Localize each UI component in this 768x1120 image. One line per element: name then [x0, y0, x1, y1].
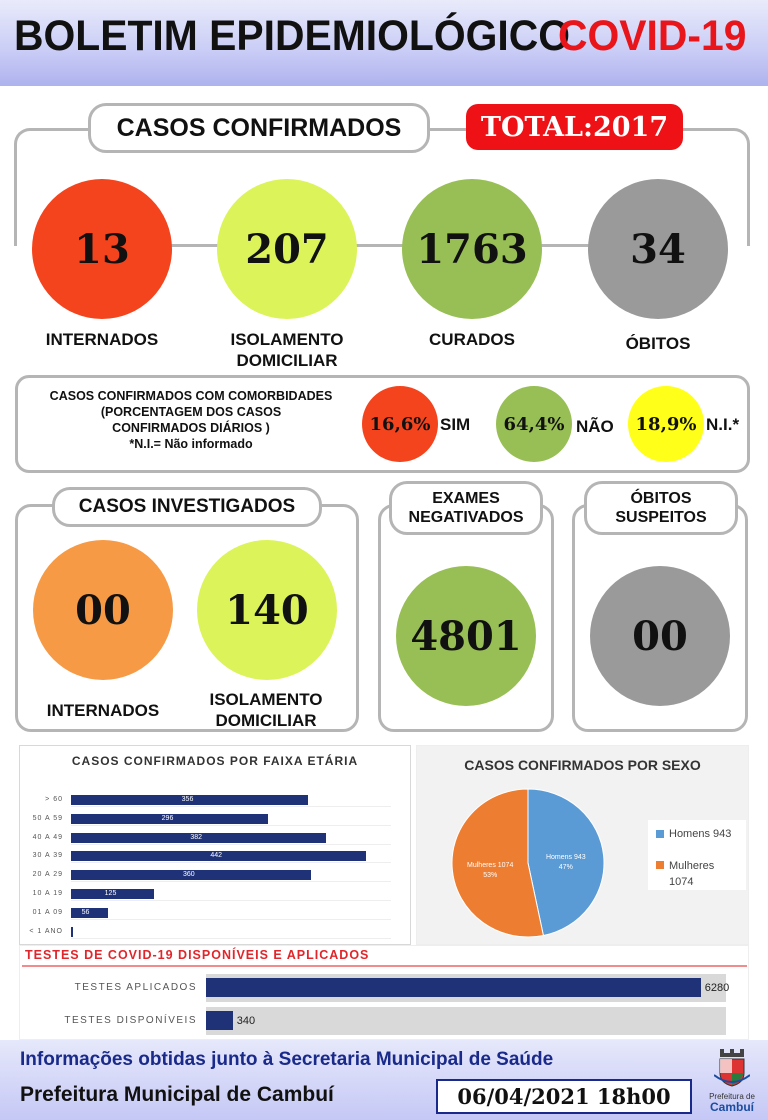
isolamento-circle — [217, 179, 357, 319]
age-gridline — [71, 919, 391, 920]
age-chart-title: CASOS CONFIRMADOS POR FAIXA ETÁRIA — [71, 754, 359, 768]
age-gridline — [71, 900, 391, 901]
suspect-title-1: ÓBITOS — [630, 490, 692, 507]
legend-mulheres — [656, 858, 746, 890]
page-title-covid: COVID-19 — [558, 12, 747, 60]
tests-category-label: TESTES APLICADOS — [74, 982, 197, 993]
comorb-ni-circle — [628, 386, 704, 462]
negative-value: 4801 — [410, 612, 522, 660]
age-bar — [71, 908, 108, 918]
tests-row-background — [206, 1007, 726, 1035]
tests-category-label: TESTES DISPONÍVEIS — [64, 1015, 197, 1026]
age-gridline — [71, 844, 391, 845]
age-category-label: 30 A 39 — [32, 852, 63, 860]
comorb-nao-label: NÃO — [576, 417, 614, 436]
sex-chart-title: CASOS CONFIRMADOS POR SEXO — [464, 757, 701, 773]
age-gridline — [71, 825, 391, 826]
inv-isolamento-value: 140 — [225, 586, 309, 634]
tests-bar — [206, 978, 701, 997]
legend-homens-swatch — [656, 830, 664, 838]
tests-bar — [206, 1011, 233, 1030]
confirmed-title-text: CASOS CONFIRMADOS — [116, 113, 402, 142]
age-bar-value: 296 — [161, 814, 174, 822]
footer-org: Prefeitura Municipal de Cambuí — [20, 1083, 334, 1106]
comorb-nao-value: 64,4% — [503, 413, 565, 435]
comorb-sim-value: 16,6% — [369, 413, 431, 435]
age-bar-value: 382 — [190, 833, 203, 841]
inv-internados-circle — [33, 540, 173, 680]
inv-isolamento-label — [176, 689, 356, 731]
total-badge — [466, 104, 683, 150]
sex-pie-chart — [448, 786, 608, 940]
age-bar-value: 56 — [81, 908, 90, 916]
comorbidities-line-2: (PORCENTAGEM DOS CASOS — [100, 405, 282, 419]
comorbidities-text — [22, 388, 360, 452]
age-gridline — [71, 806, 391, 807]
age-bar-value: 360 — [183, 871, 195, 879]
age-bar — [71, 927, 73, 937]
age-category-label: < 1 ANO — [29, 927, 63, 935]
tests-chart-plot — [19, 968, 749, 1038]
inv-internados-value: 00 — [75, 586, 131, 634]
isolamento-label — [197, 329, 377, 371]
isolamento-value: 207 — [245, 225, 329, 273]
inv-isolamento-circle — [197, 540, 337, 680]
age-category-label: 01 A 09 — [32, 908, 63, 916]
internados-label: INTERNADOS — [45, 330, 159, 349]
negative-title-1: EXAMES — [432, 490, 500, 507]
investigated-title — [52, 487, 322, 527]
age-gridline — [71, 862, 391, 863]
isolamento-label-1: ISOLAMENTO — [230, 330, 344, 349]
age-bar-value: 125 — [104, 890, 117, 897]
footer-datetime-box — [436, 1079, 692, 1114]
suspect-value: 00 — [632, 612, 688, 660]
obitos-label: ÓBITOS — [625, 334, 691, 353]
age-gridline — [71, 881, 391, 882]
legend-mulheres-swatch — [656, 861, 664, 869]
suspect-title — [584, 481, 738, 535]
age-category-label: 40 A 49 — [32, 833, 63, 841]
pie-slice-percent: 53% — [483, 871, 498, 879]
comorb-nao-circle — [496, 386, 572, 462]
suspect-title-2: SUSPEITOS — [615, 509, 707, 526]
legend-mulheres-text: Mulheres 1074 — [669, 860, 715, 888]
age-bar-value: 356 — [181, 796, 194, 803]
negative-title-2: NEGATIVADOS — [408, 509, 524, 526]
inv-isolamento-label-2: DOMICILIAR — [215, 711, 317, 730]
curados-label: CURADOS — [429, 330, 515, 349]
isolamento-label-2: DOMICILIAR — [236, 351, 338, 370]
age-chart-plot — [19, 790, 411, 950]
logo-line-1: Prefeitura de — [709, 1092, 755, 1101]
footer-datetime: 06/04/2021 18h00 — [457, 1084, 671, 1109]
age-category-label: 50 A 59 — [32, 814, 63, 822]
coat-of-arms-icon — [714, 1049, 750, 1087]
pie-slice-label: Mulheres 1074 — [467, 861, 514, 869]
curados-value: 1763 — [416, 225, 528, 273]
internados-circle — [32, 179, 172, 319]
age-gridline — [71, 938, 391, 939]
confirmed-title — [88, 103, 430, 153]
age-category-label: > 60 — [45, 796, 63, 803]
comorbidities-line-1: CASOS CONFIRMADOS COM COMORBIDADES — [49, 389, 333, 403]
pie-slice-percent: 47% — [558, 864, 573, 872]
footer-source: Informações obtidas junto à Secretaria Municipal de Saúde — [20, 1049, 554, 1070]
age-category-label: 20 A 29 — [32, 871, 63, 879]
pie-slice-label: Homens 943 — [545, 854, 586, 862]
inv-isolamento-label-1: ISOLAMENTO — [209, 690, 323, 709]
investigated-title-text: CASOS INVESTIGADOS — [78, 496, 296, 517]
suspect-circle — [590, 566, 730, 706]
negative-title — [389, 481, 543, 535]
negative-circle — [396, 566, 536, 706]
comorb-sim-label: SIM — [440, 415, 471, 434]
comorb-ni-value: 18,9% — [635, 413, 697, 435]
comorbidities-line-4: *N.I.= Não informado — [129, 437, 253, 451]
page-title: BOLETIM EPIDEMIOLÓGICO — [14, 12, 571, 60]
tests-chart-title: TESTES DE COVID-19 DISPONÍVEIS E APLICADOS — [25, 948, 370, 962]
tests-bar-value: 340 — [236, 1015, 256, 1027]
comorb-ni-label: N.I.* — [706, 415, 740, 434]
logo-line-2: Cambuí — [709, 1100, 754, 1114]
tests-divider — [22, 965, 747, 967]
tests-bar-value: 6280 — [704, 982, 730, 994]
city-logo — [703, 1049, 761, 1117]
age-category-label: 10 A 19 — [32, 890, 63, 897]
pie-slice — [528, 789, 604, 935]
internados-value: 13 — [74, 225, 130, 273]
legend-homens — [656, 828, 731, 840]
total-text: TOTAL:2017 — [480, 111, 669, 143]
age-bar-value: 442 — [210, 852, 223, 860]
obitos-value: 34 — [630, 225, 686, 273]
curados-circle — [402, 179, 542, 319]
obitos-circle — [588, 179, 728, 319]
comorb-sim-circle — [362, 386, 438, 462]
comorbidities-line-3: CONFIRMADOS DIÁRIOS ) — [112, 421, 270, 435]
legend-homens-text: Homens 943 — [669, 828, 732, 840]
inv-internados-label: INTERNADOS — [46, 701, 160, 720]
